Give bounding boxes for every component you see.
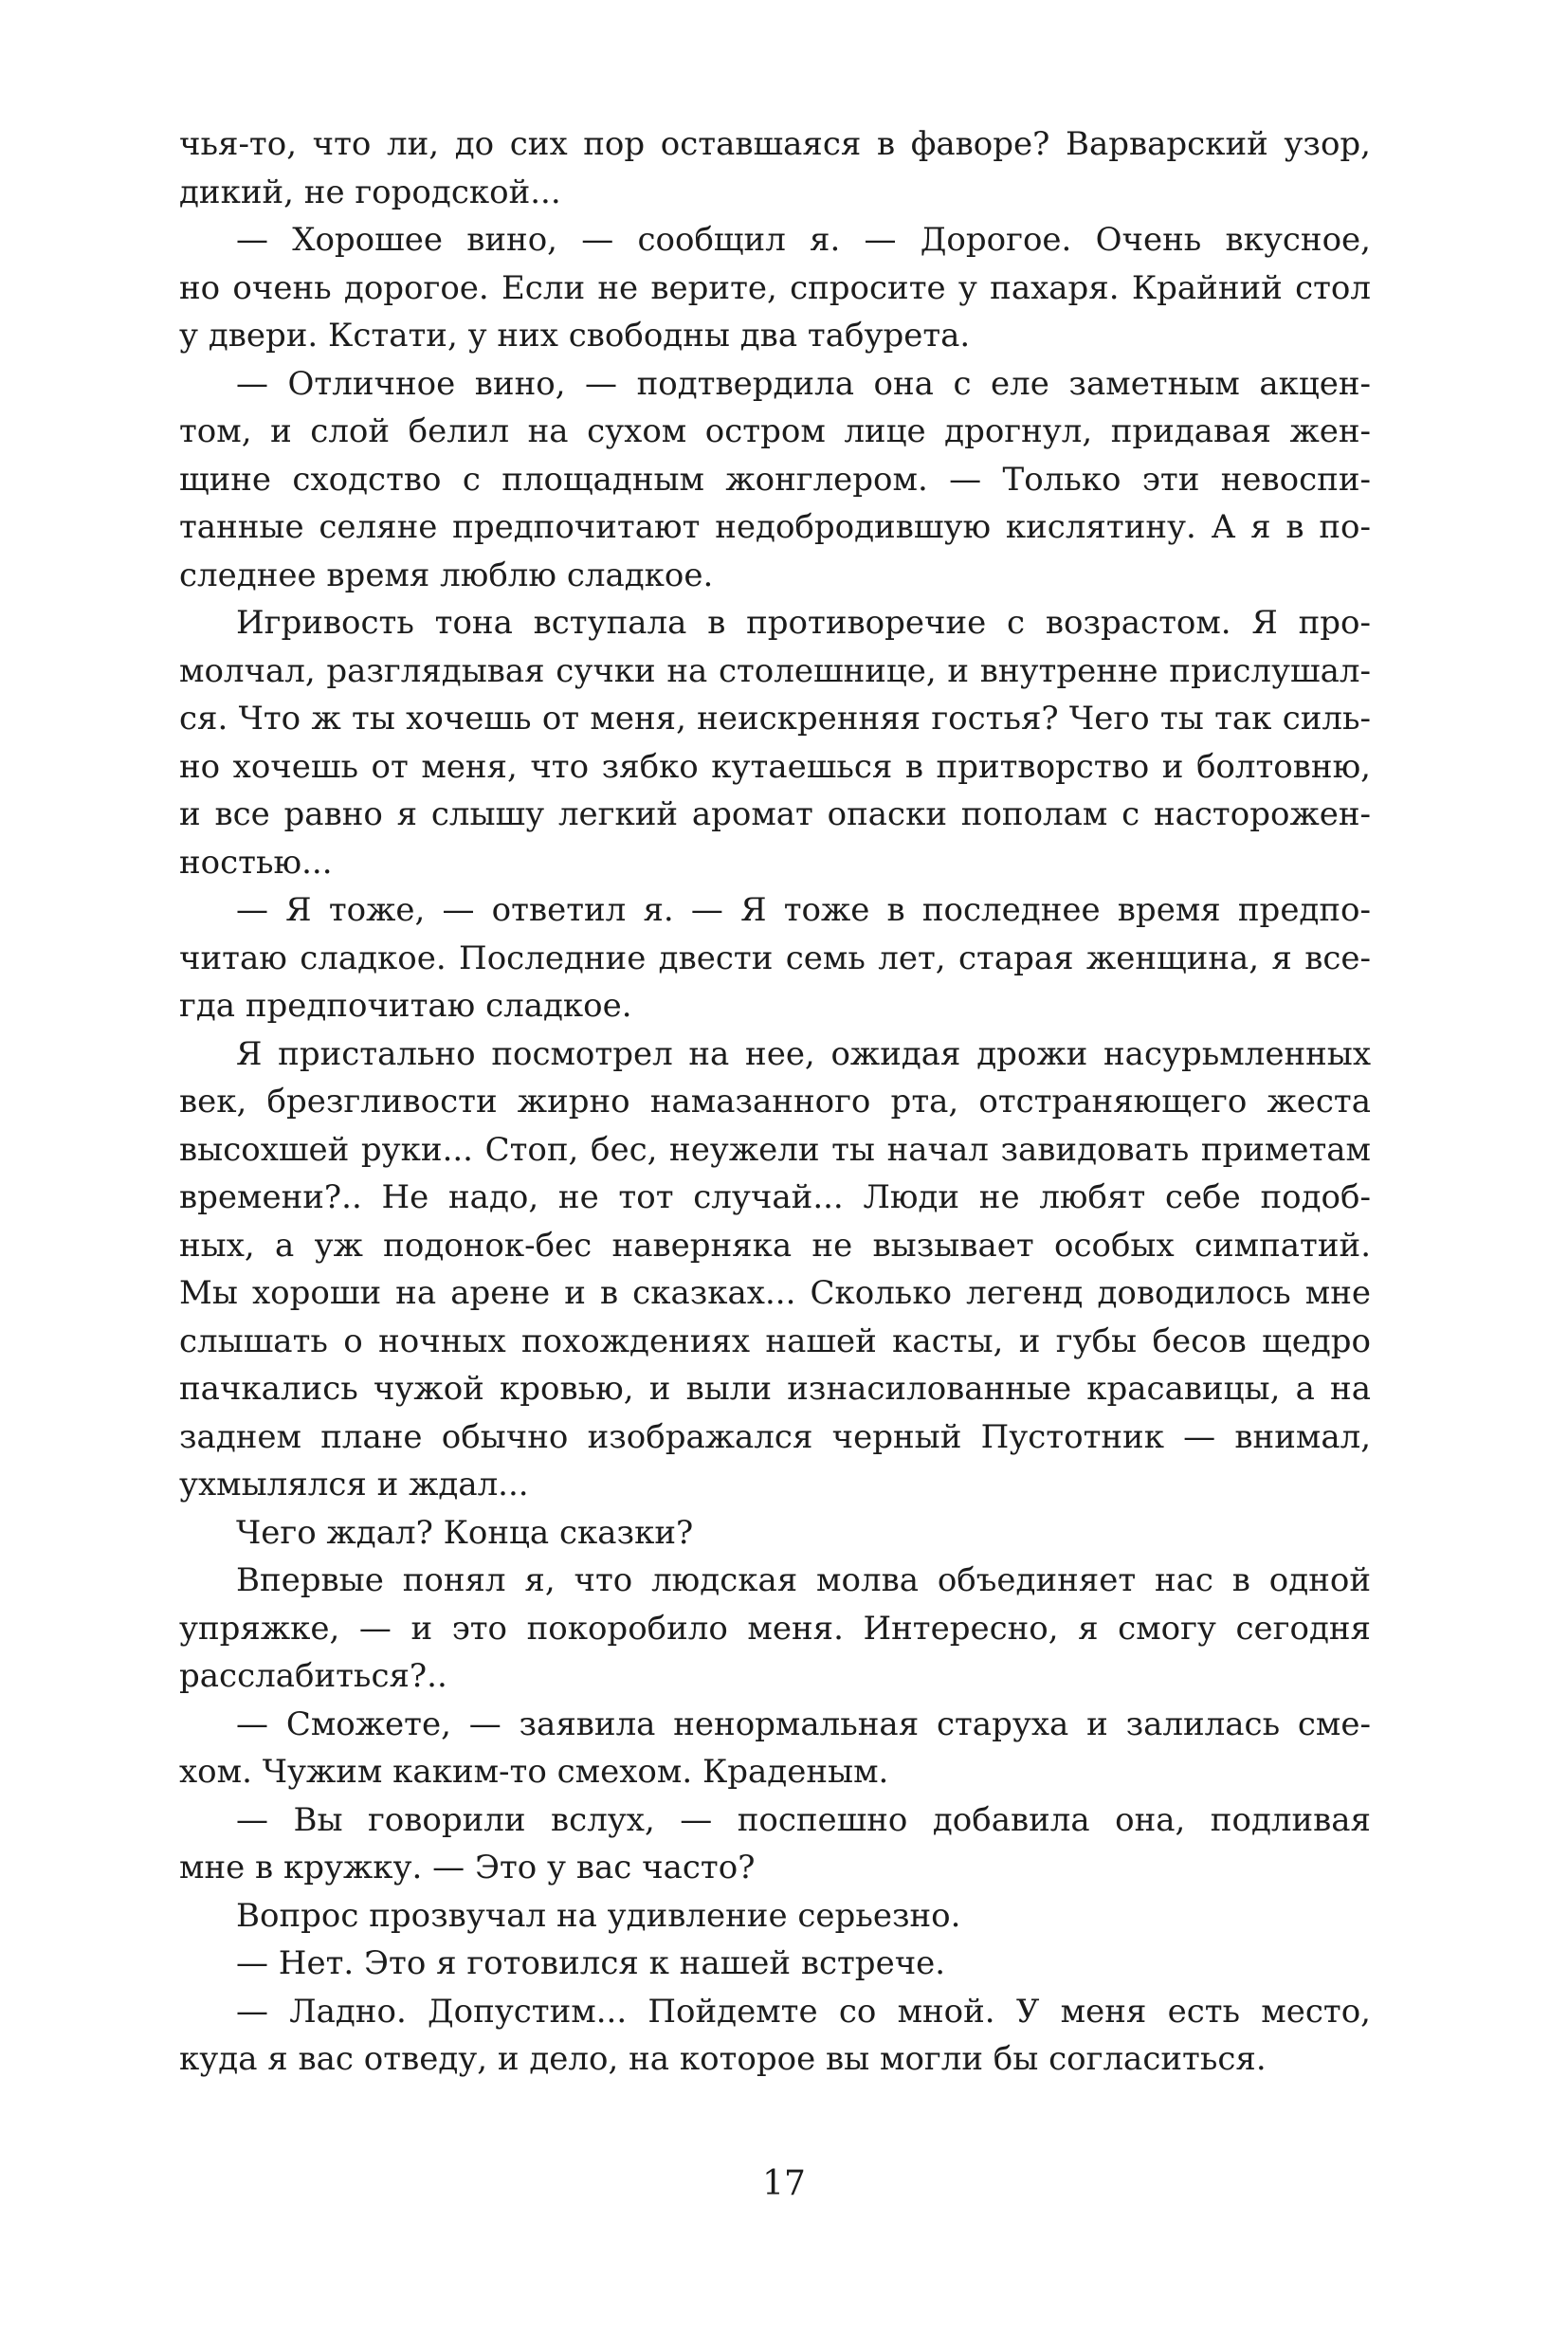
text-line: читаю сладкое. Последние двести семь лет, старая женщина, я все- — [179, 939, 1371, 977]
text-line: — Я тоже, — ответил я. — Я тоже в последнее время предпо- — [236, 891, 1371, 929]
text-line: — Нет. Это я готовился к нашей встрече. — [236, 1944, 946, 1982]
body-text — [179, 120, 1371, 2084]
text-line: том, и слой белил на сухом остром лице дрогнул, придавая жен- — [179, 412, 1371, 450]
text-line: Впервые понял я, что людская молва объединяет нас в одной — [236, 1561, 1371, 1599]
text-line: Мы хороши на арене и в сказках... Сколько легенд доводилось мне — [179, 1274, 1371, 1312]
text-line: щине сходство с площадным жонглером. — Только эти невоспи- — [179, 460, 1371, 499]
text-line: куда я вас отведу, и дело, на которое вы могли бы согласиться. — [179, 2040, 1267, 2078]
text-line: — Отличное вино, — подтвердила она с еле заметным акцен- — [236, 364, 1371, 403]
text-line: но хочешь от меня, что зябко кутаешься в притворство и болтовню, — [179, 747, 1371, 786]
text-line: — Ладно. Допустим... Пойдемте со мной. У меня есть место, — [236, 1992, 1371, 2031]
text-line: ностью... — [179, 843, 333, 882]
text-line: заднем плане обычно изображался черный Пустотник — внимал, — [179, 1417, 1371, 1456]
text-line: танные селяне предпочитают недобродившую кислятину. А я в по- — [179, 508, 1371, 546]
text-line: упряжке, — и это покоробило меня. Интересно, я смогу сегодня — [179, 1609, 1371, 1648]
text-line: у двери. Кстати, у них свободны два табурета. — [179, 317, 971, 355]
text-line: высохшей руки... Стоп, бес, неужели ты начал завидовать приметам — [179, 1130, 1371, 1169]
text-line: дикий, не городской... — [179, 173, 561, 211]
text-line: — Сможете, — заявила ненормальная старуха и залилась сме- — [236, 1704, 1371, 1743]
text-line: век, брезгливости жирно намазанного рта, отстраняющего жеста — [179, 1083, 1371, 1121]
text-line: Чего ждал? Конца сказки? — [236, 1513, 694, 1552]
text-line: хом. Чужим каким-то смехом. Краденым. — [179, 1753, 889, 1791]
text-line: ухмылялся и ждал... — [179, 1466, 529, 1504]
text-line: мне в кружку. — Это у вас часто? — [179, 1849, 756, 1886]
page-number: 17 — [762, 2164, 806, 2203]
text-line: ных, а уж подонок-бес наверняка не вызывает особых симпатий. — [179, 1226, 1371, 1265]
text-line: молчал, разглядывая сучки на столешнице, и внутренне прислушал- — [179, 651, 1371, 690]
text-line: расслабиться?.. — [179, 1657, 447, 1695]
text-line: следнее время люблю сладкое. — [179, 556, 714, 594]
text-line: и все равно я слышу легкий аромат опаски пополам с насторожен- — [179, 795, 1371, 833]
text-line: гда предпочитаю сладкое. — [179, 987, 632, 1025]
text-line: Вопрос прозвучал на удивление серьезно. — [236, 1896, 961, 1935]
text-line: Игривость тона вступала в противоречие с возрастом. Я про- — [236, 604, 1371, 642]
text-line: чья-то, что ли, до сих пор оставшаяся в фаворе? Варварский узор, — [179, 125, 1371, 163]
text-line: но очень дорогое. Если не верите, спросите у пахаря. Крайний стол — [179, 268, 1371, 307]
text-line: — Вы говорили вслух, — поспешно добавила она, подливая — [236, 1800, 1371, 1839]
text-line: ся. Что ж ты хочешь от меня, неискренняя гостья? Чего ты так силь- — [179, 700, 1371, 738]
text-line: времени?.. Не надо, не тот случай... Люди не любят себе подоб- — [179, 1178, 1371, 1216]
text-line: пачкались чужой кровью, и выли изнасилованные красавицы, а на — [179, 1370, 1371, 1408]
text-line: Я пристально посмотрел на нее, ожидая дрожи насурьмленных — [236, 1034, 1371, 1073]
text-line: — Хорошее вино, — сообщил я. — Дорогое. Очень вкусное, — [236, 221, 1371, 259]
text-line: слышать о ночных похождениях нашей касты, и губы бесов щедро — [179, 1321, 1371, 1360]
